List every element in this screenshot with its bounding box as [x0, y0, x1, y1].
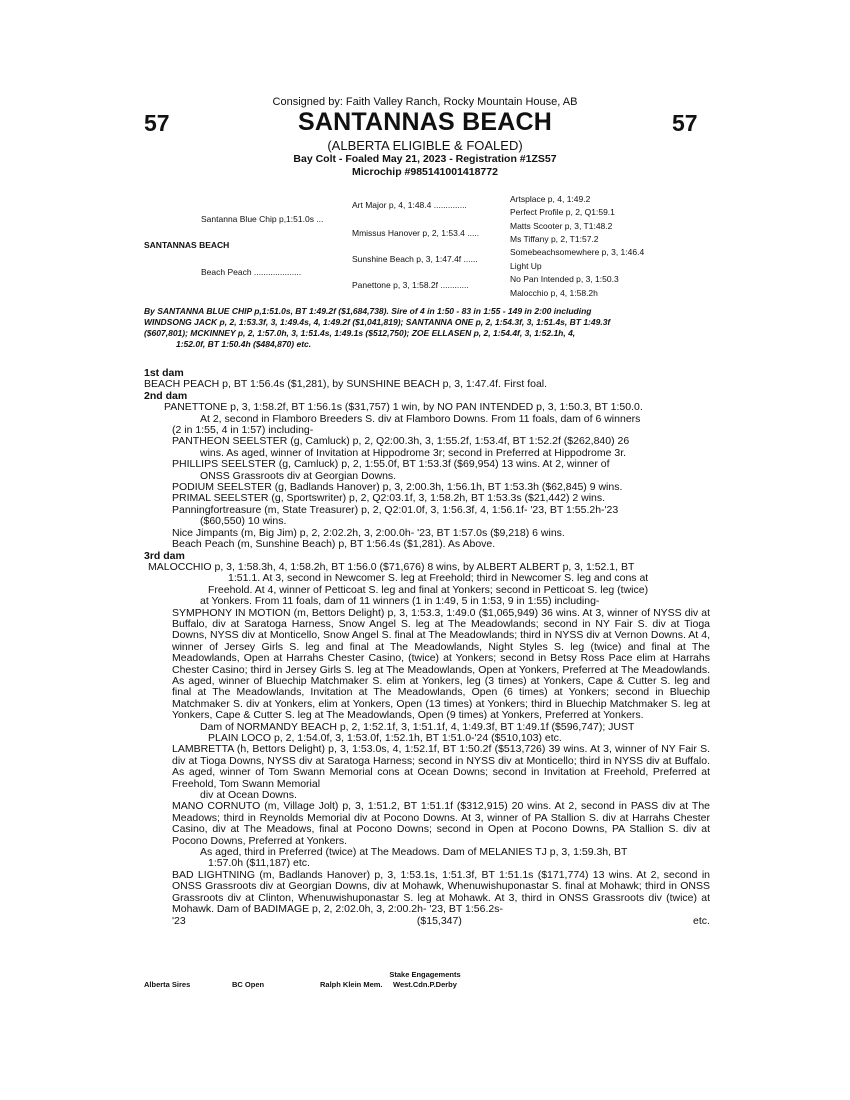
stake-west-cdn-derby: West.Cdn.P.Derby [393, 980, 457, 989]
bad-lightning-etc: etc. [693, 914, 710, 927]
third-dam-main: at Yonkers. From 11 foals, dam of 11 winners (1 in 1:49, 5 in 1:53, 9 in 1:55) including- [200, 595, 600, 608]
pedigree-gen3-2: Perfect Profile p, 2, Q1:59.1 [510, 207, 615, 217]
pedigree-sire-dam: Mmissus Hanover p, 2, 1:53.4 ..... [352, 228, 480, 238]
produce-symphony-in-motion: SYMPHONY IN MOTION (m, Bettors Delight) p, 3, 1:53.3, 1:49.0 ($1,065,949) 36 wins. At 3, winner of NYSS div at Buffalo, div at Saratoga Harness, Snow Angel S. leg at The Meadowlands; second in NY Fair S. div at Tioga Downs, NYSS div at Monticello, Snow Angel S. final at The Meadowlands; third in NYSS div at Vernon Downs. At 4, winner of Jersey Girls S. leg and final at The Meadowlands, Night Styles S. leg (twice) and final at The Meadowlands, Open at Harrahs Chester Casino, (twice) at Yonkers; second in Betsy Ross Pace elim at Harrahs Chester Casino; third in Jersey Girls S. leg at The Meadowlands, Open at Yonkers, Preferred at The Meadowlands. As aged, winner of Bluechip Matchmaker S. elim at Yonkers, leg (3 times) at Yonkers, Cape & Cutter S. leg and final at The Meadowlands, Invitation at The Meadowlands, Open (6 times) at Yonkers; second in Bluechip Matchmaker S. div at Yonkers, elim at Yonkers, Open (13 times) at Yonkers; third in Bluechip Matchmaker S. leg at Yonkers, Cape & Cutter S. leg at The Meadowlands, Open (9 times) at Yonkers, Preferred at Yonkers. [172, 606, 710, 722]
second-dam-main: (2 in 1:55, 4 in 1:57) including- [172, 424, 314, 437]
second-dam-main: At 2, second in Flamboro Breeders S. div at Flamboro Downs. From 11 foals, dam of 6 winners [200, 412, 641, 425]
pedigree-gen3-5: Somebeachsomewhere p, 3, 1:46.4 [510, 247, 645, 257]
first-dam-text: BEACH PEACH p, BT 1:56.4s ($1,281), by SUNSHINE BEACH p, 3, 1:47.4f. First foal. [144, 378, 548, 391]
produce-bad-lightning-last-line [144, 916, 710, 927]
sire-summary-line: 1:52.0f, BT 1:50.4h ($484,870) etc. [176, 339, 312, 349]
produce-lambretta: div at Ocean Downs. [200, 789, 297, 802]
horse-name: SANTANNAS BEACH [298, 108, 552, 136]
produce-nice-jimpants: Nice Jimpants (m, Big Jim) p, 2, 2:02.2h, 3, 2:00.0h- '23, BT 1:57.0s ($9,218) 6 wins. [172, 526, 565, 539]
produce-pantheon: wins. As aged, winner of Invitation at Hippodrome 3r; second in Preferred at Hippodrome 3r. [200, 446, 627, 459]
pedigree-dam-sire: Sunshine Beach p, 3, 1:47.4f ...... [352, 254, 478, 264]
consignor-line: Consigned by: Faith Valley Ranch, Rocky Mountain House, AB [272, 96, 578, 108]
produce-panningfortreasure: ($60,550) 10 wins. [200, 515, 287, 528]
second-dam-heading: 2nd dam [144, 389, 188, 402]
pedigree-gen3-8: Malocchio p, 4, 1:58.2h [510, 288, 598, 298]
produce-mano-cornuto: As aged, third in Preferred (twice) at The Meadows. Dam of MELANIES TJ p, 3, 1:59.3h, BT [200, 846, 628, 859]
produce-symphony-dam-of: Dam of NORMANDY BEACH p, 2, 1:52.1f, 3, 1:51.1f, 4, 1:49.3f, BT 1:49.1f ($596,747); JUST [200, 720, 635, 733]
eligibility-line: (ALBERTA ELIGIBLE & FOALED) [327, 138, 523, 153]
pedigree-gen3-6: Light Up [510, 261, 542, 271]
first-dam-heading: 1st dam [144, 367, 184, 379]
produce-panningfortreasure: Panningfortreasure (m, State Treasurer) p, 2, Q2:01.0f, 3, 1:56.3f, 4, 1:56.1f- '23, BT 1:55.2h-'23 [172, 503, 619, 516]
produce-bad-lightning: BAD LIGHTNING (m, Badlands Hanover) p, 3, 1:53.1s, 1:51.3f, BT 1:51.1s ($171,774) 13 wins. At 2, second in ONSS Grassroots div at Georgian Downs, div at Mohawk, Whenuwishuponastar S. final at Mohawk; third in ONSS Grassroots div at Clinton, Whenuwishuponastar S. leg at Mohawk. At 3, third in ONSS Grassroots div (twice) at Mohawk. Dam of BADIMAGE p, 2, 2:02.0h, 3, 2:00.2h- '23, BT 1:56.2s- [172, 868, 710, 916]
sire-summary-line: ($607,801); MCKINNEY p, 2, 1:57.0h, 3, 1:51.4s, 1:49.1s ($512,750); ZOE ELLASEN p, 2, 1:54.4f, 3, 1:52.1h, 4, [144, 328, 576, 338]
pedigree-gen3-3: Matts Scooter p, 3, T1:48.2 [510, 221, 613, 231]
pedigree-sire-sire: Art Major p, 4, 1:48.4 .............. [352, 200, 467, 210]
third-dam-main: Freehold. At 4, winner of Petticoat S. leg and final at Yonkers; second in Petticoat S. leg (twice) [208, 583, 649, 596]
pedigree-gen3-1: Artsplace p, 4, 1:49.2 [510, 194, 591, 204]
stake-bc-open: BC Open [232, 980, 265, 989]
produce-mano-cornuto: 1:57.0h ($11,187) etc. [208, 857, 310, 870]
second-dam-main: PANETTONE p, 3, 1:58.2f, BT 1:56.1s ($31,757) 1 win, by NO PAN INTENDED p, 3, 1:50.3, BT 1:50.0. [164, 401, 643, 414]
stake-engagements-title: Stake Engagements [389, 970, 461, 979]
produce-pantheon: PANTHEON SEELSTER (g, Camluck) p, 2, Q2:00.3h, 3, 1:55.2f, 1:53.4f, BT 1:52.2f ($262,840) 26 [172, 435, 630, 448]
produce-lambretta: LAMBRETTA (h, Bettors Delight) p, 3, 1:53.0s, 4, 1:52.1f, BT 1:50.2f ($513,726) 39 wins. At 3, winner of NY Fair S. div at Tioga Downs, NYSS div at Saratoga Harness; second in NYSS div at Monticello; third in NYSS div at Buffalo. As aged, winner of Tom Swann Memorial cons at Ocean Downs; second in Invitation at Freehold, Preferred at Freehold, Tom Swann Memorial [172, 743, 710, 790]
third-dam-main: 1:51.1. At 3, second in Newcomer S. leg at Freehold; third in Newcomer S. leg and cons at [228, 572, 649, 585]
produce-beach-peach: Beach Peach (m, Sunshine Beach) p, BT 1:56.4s ($1,281). As Above. [172, 538, 496, 551]
produce-phillips: ONSS Grassroots div at Georgian Downs. [200, 469, 397, 482]
bad-lightning-year: '23 [172, 914, 186, 927]
bad-lightning-earnings: ($15,347) [416, 914, 462, 927]
third-dam-main: MALOCCHIO p, 3, 1:58.3h, 4, 1:58.2h, BT 1:56.0 ($71,676) 8 wins, by ALBERT ALBERT p, 3, 1:52.1, BT [148, 560, 635, 573]
stake-ralph-klein: Ralph Klein Mem. [320, 980, 383, 989]
produce-symphony-dam-of: PLAIN LOCO p, 2, 1:54.0f, 3, 1:53.0f, 1:52.1h, BT 1:51.0-'24 ($510,103) etc. [208, 732, 562, 744]
hip-number-right: 57 [672, 110, 698, 136]
sire-summary [144, 306, 714, 350]
pedigree-gen3-4: Ms Tiffany p, 2, T1:57.2 [510, 234, 599, 244]
sire-summary-line: WINDSONG JACK p, 2, 1:53.3f, 3, 1:49.4s, 4, 1:49.2f ($1,041,819); SANTANNA ONE p, 2, 1:54.3f, 3, 1:51.4s, BT 1:49.3f [144, 317, 611, 327]
female-family [144, 368, 710, 927]
produce-mano-cornuto: MANO CORNUTO (m, Village Jolt) p, 3, 1:51.2, BT 1:51.1f ($312,915) 20 wins. At 2, second in PASS div at The Meadows; third in Reynolds Memorial div at Pocono Downs. At 3, winner of PA Stallion S. div at Harrahs Chester Casino, div at The Meadows, final at Pocono Downs; second in Open at Pocono Downs, PA Stallion S. div at Pocono Downs, Preferred at Yonkers. [172, 800, 710, 847]
foal-description: Bay Colt - Foaled May 21, 2023 - Registration #1ZS57 [293, 153, 557, 165]
pedigree-dam: Beach Peach .................... [201, 267, 302, 277]
pedigree-dam-dam: Panettone p, 3, 1:58.2f ............ [352, 280, 469, 290]
microchip-line: Microchip #985141001418772 [352, 166, 498, 178]
hip-number-left: 57 [144, 110, 170, 136]
produce-primal: PRIMAL SEELSTER (g, Sportswriter) p, 2, Q2:03.1f, 3, 1:58.2h, BT 1:53.3s ($21,442) 2 wins. [172, 492, 606, 505]
produce-podium: PODIUM SEELSTER (g, Badlands Hanover) p, 3, 2:00.3h, 1:56.1h, BT 1:53.3h ($62,845) 9 wins. [172, 481, 623, 494]
stake-alberta-sires: Alberta Sires [144, 980, 191, 989]
third-dam-heading: 3rd dam [144, 549, 185, 562]
pedigree-subject: SANTANNAS BEACH [144, 240, 230, 250]
pedigree-sire: Santanna Blue Chip p,1:51.0s ... [201, 214, 324, 224]
sire-summary-line: By SANTANNA BLUE CHIP p,1:51.0s, BT 1:49.2f ($1,684,738). Sire of 4 in 1:50 - 83 in 1:55 - 149 in 2:00 including [144, 306, 592, 316]
produce-phillips: PHILLIPS SEELSTER (g, Camluck) p, 2, 1:55.0f, BT 1:53.3f ($69,954) 13 wins. At 2, winner of [172, 458, 610, 471]
pedigree-gen3-7: No Pan Intended p, 3, 1:50.3 [510, 274, 619, 284]
